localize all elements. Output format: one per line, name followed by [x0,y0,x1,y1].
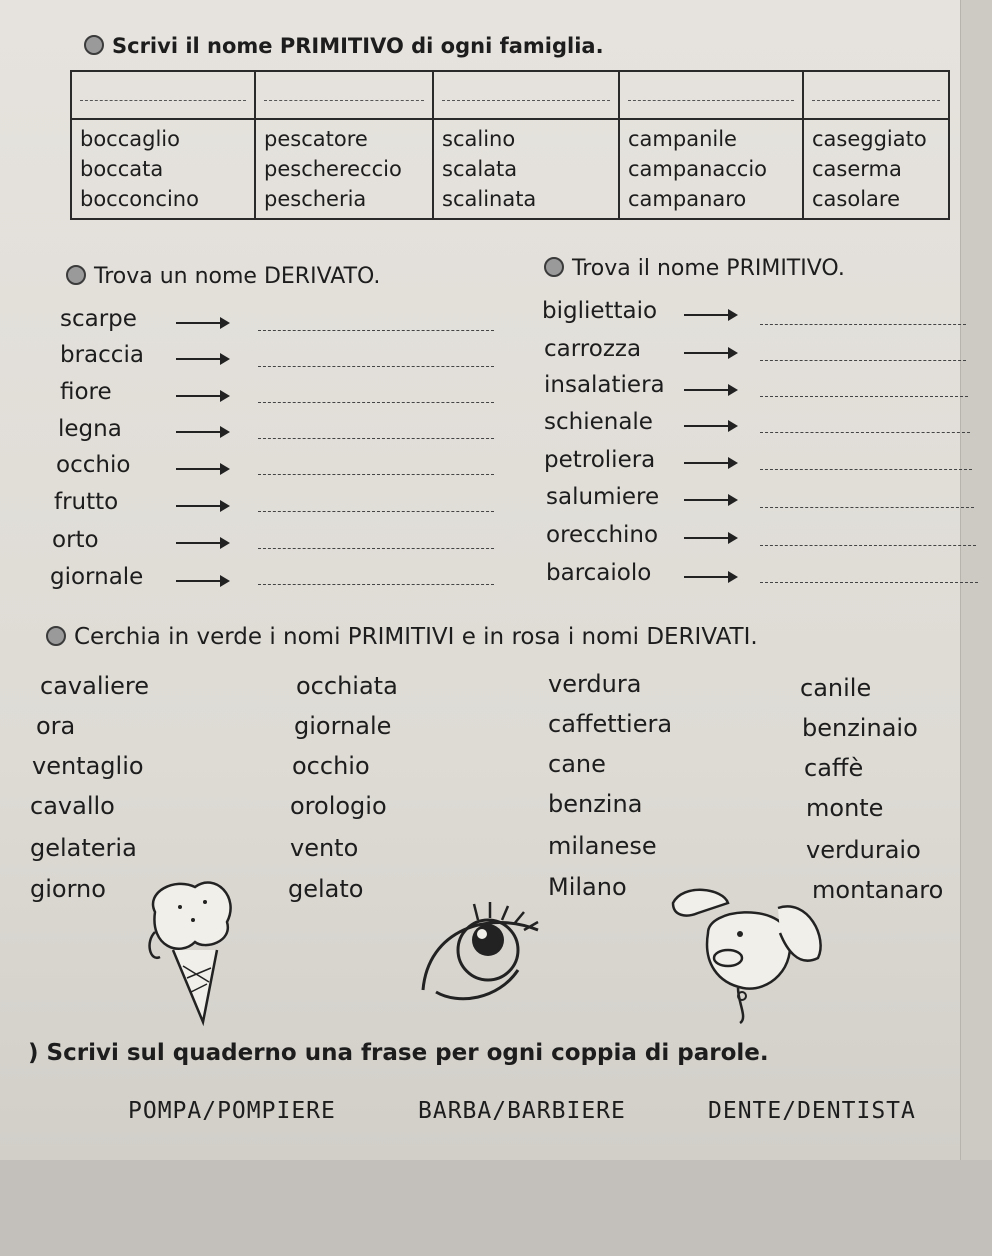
arrow-icon [684,499,736,501]
word-to-circle[interactable]: gelateria [30,834,137,862]
word-to-circle[interactable]: benzina [548,790,643,818]
word-to-circle[interactable]: benzinaio [802,714,918,742]
bullet-icon: ) [28,1040,47,1066]
word-to-circle[interactable]: caffettiera [548,710,673,738]
arrow-icon [176,580,228,582]
primitive-word: salumiere [546,484,660,510]
bullet-icon [544,257,564,277]
arrow-icon [176,431,228,433]
primitive-word: barcaiolo [546,560,652,586]
word-pair: POMPA/POMPIERE [128,1098,336,1124]
family-word: boccaglio [80,127,180,151]
exercise1-heading [84,34,604,58]
bullet-icon [46,626,66,646]
arrow-icon [684,352,736,354]
bullet-icon [66,265,86,285]
bottom-shadow [0,1160,992,1256]
family-word: peschereccio [264,157,402,181]
answer-cell-5[interactable] [803,71,949,119]
arrow-icon [684,576,736,578]
family-word: boccata [80,157,164,181]
answer-line[interactable] [760,432,970,433]
family-cell [255,119,433,219]
puppy-icon [668,878,828,1028]
exercise4-heading [46,624,758,650]
word-to-circle[interactable]: vento [290,834,359,862]
arrow-icon [176,358,228,360]
word-pair: BARBA/BARBIERE [418,1098,626,1124]
arrow-icon [176,395,228,397]
arrow-icon [176,542,228,544]
answer-line[interactable] [258,438,494,439]
exercise3-title: Trova il nome PRIMITIVO. [572,256,845,281]
derived-word: orto [52,527,99,553]
word-to-circle[interactable]: canile [800,674,872,702]
exercise2-title: Trova un nome DERIVATO. [94,264,381,289]
word-to-circle[interactable]: ventaglio [32,752,144,780]
word-to-circle[interactable]: verduraio [806,836,921,864]
answer-line[interactable] [760,582,978,583]
primitive-word: bigliettaio [542,298,658,324]
arrow-icon [176,322,228,324]
word-to-circle[interactable]: Milano [548,873,627,901]
answer-cell-2[interactable] [255,71,433,119]
answer-line[interactable] [258,402,494,403]
family-word: scalino [442,127,516,151]
exercise1-title: Scrivi il nome PRIMITIVO di ogni famiglia. [112,34,604,58]
word-to-circle[interactable]: caffè [804,754,864,782]
word-to-circle[interactable]: occhiata [296,672,398,700]
exercise5-heading [28,1040,769,1066]
answer-line[interactable] [258,584,494,585]
word-to-circle[interactable]: monte [806,794,884,822]
word-to-circle[interactable]: occhio [292,752,370,780]
derived-word: braccia [60,342,144,368]
family-word: casolare [812,187,900,211]
word-to-circle[interactable]: giorno [30,875,106,903]
family-word: campanaccio [628,157,768,181]
answer-line[interactable] [760,396,968,397]
derived-word: occhio [56,452,131,478]
primitive-word: insalatiera [544,372,665,398]
word-to-circle[interactable]: verdura [548,670,642,698]
answer-cell-4[interactable] [619,71,803,119]
arrow-icon [684,389,736,391]
family-word: caseggiato [812,127,927,151]
answer-line[interactable] [760,469,972,470]
word-to-circle[interactable]: cane [548,750,606,778]
ice-cream-icon [135,872,245,1032]
word-to-circle[interactable]: milanese [548,832,657,860]
family-cell [433,119,619,219]
eye-icon [418,900,558,1010]
bullet-icon [84,35,104,55]
derived-word: frutto [54,489,119,515]
arrow-icon [176,505,228,507]
family-word: campanaro [628,187,747,211]
answer-cell-1[interactable] [71,71,255,119]
derived-word: giornale [50,564,144,590]
family-word: caserma [812,157,902,181]
family-word: scalinata [442,187,537,211]
word-to-circle[interactable]: cavaliere [40,672,150,700]
answer-cell-3[interactable] [433,71,619,119]
arrow-icon [684,462,736,464]
arrow-icon [684,537,736,539]
derived-word: legna [58,416,122,442]
arrow-icon [176,468,228,470]
word-to-circle[interactable]: montanaro [812,876,944,904]
answer-line[interactable] [760,545,976,546]
exercise5-title: Scrivi sul quaderno una frase per ogni coppia di parole. [46,1040,769,1066]
word-pair: DENTE/DENTISTA [708,1098,916,1124]
word-to-circle[interactable]: giornale [294,712,392,740]
answer-line[interactable] [258,474,494,475]
primitive-word: orecchino [546,522,659,548]
exercise2-heading [66,264,380,289]
family-cell [71,119,255,219]
family-word: bocconcino [80,187,199,211]
family-word: pescheria [264,187,367,211]
answer-line[interactable] [258,511,494,512]
exercise4-title: Cerchia in verde i nomi PRIMITIVI e in rosa i nomi DERIVATI. [74,624,758,650]
word-to-circle[interactable]: ora [36,712,76,740]
answer-line[interactable] [760,324,966,325]
family-word: campanile [628,127,737,151]
arrow-icon [684,425,736,427]
answer-line[interactable] [258,366,494,367]
derived-word: scarpe [60,306,137,332]
answer-line[interactable] [258,330,494,331]
family-cell [619,119,803,219]
word-to-circle[interactable]: orologio [290,792,387,820]
answer-line[interactable] [258,548,494,549]
family-table [70,70,950,220]
exercise3-heading [544,256,845,281]
family-word: scalata [442,157,518,181]
arrow-icon [684,314,736,316]
page-edge [960,0,992,1160]
word-to-circle[interactable]: cavallo [30,792,115,820]
primitive-word: schienale [544,409,653,435]
family-cell [803,119,949,219]
answer-line[interactable] [760,507,974,508]
primitive-word: carrozza [544,336,642,362]
family-word: pescatore [264,127,368,151]
word-to-circle[interactable]: gelato [288,875,364,903]
derived-word: fiore [60,379,112,405]
answer-line[interactable] [760,360,966,361]
primitive-word: petroliera [544,447,656,473]
